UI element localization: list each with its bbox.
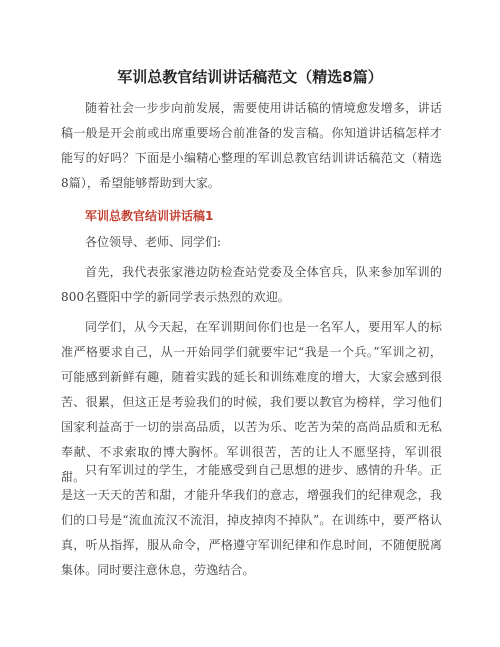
body-paragraph: 只有军训过的学生，才能感受到自己思想的进步、感情的升华。正是这一天天的苦和甜，才能升华我们的意志，增强我们的纪律观念，我们的口号是“流血流汉不流泪，掉皮掉肉不掉队”。在训练中，要严格认真，听从指挥，服从命令，严格遵守军训纪律和作息时间，不随便脱离集体。同时要注意休息，劳逸结合。 [61, 463, 442, 577]
section-heading: 军训总教官结训讲话稿1 [85, 209, 214, 223]
body-paragraph: 同学们，从今天起，在军训期间你们也是一名军人，要用军人的标准严格要求自己，从一开始同学们就要牢记“我是一个兵。”军训之初，可能感到新鲜有趣，随着实践的延长和训练难度的增大，大家会感到很苦、很累，但这正是考验我们的时候，我们要以教官为榜样，学习他们国家利益高于一切的崇高品质，以苦为乐、吃苦为荣的高尚品质和无私奉献、不求索取的博大胸怀。军训很苦，苦的让人不愿坚持，军训很甜。 [61, 320, 442, 484]
intro-paragraph: 随着社会一步步向前发展，需要使用讲话稿的情境愈发增多，讲话稿一般是开会前或出席重要场合前准备的发言稿。你知道讲话稿怎样才能写的好吗？下面是小编精心整理的军训总教官结训讲话稿范文（精选8篇），希望能够帮助到大家。 [61, 101, 442, 190]
document-title: 军训总教官结训讲话稿范文（精选8篇） [117, 68, 383, 86]
body-paragraph: 首先，我代表张家港边防检查站党委及全体官兵，队来参加军训的800名暨阳中学的新同学表示热烈的欢迎。 [61, 265, 442, 304]
salutation: 各位领导、老师、同学们: [85, 235, 222, 249]
